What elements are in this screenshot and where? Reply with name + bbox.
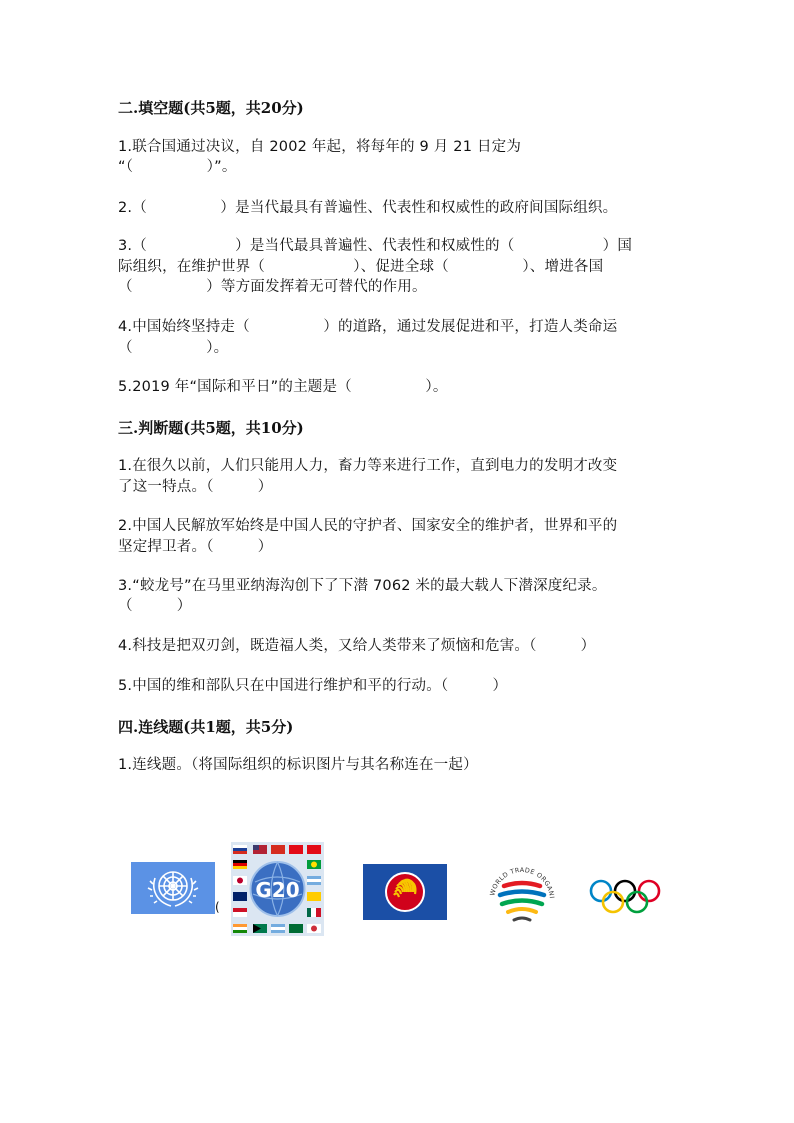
- un-emblem-icon: [131, 862, 215, 914]
- logo-row: [0, 840, 794, 940]
- g20-logo-text: G20: [255, 878, 300, 902]
- section-heading-fill-blank: 二.填空题(共5题，共20分): [118, 99, 304, 117]
- stray-paren: (: [215, 900, 220, 914]
- question-text: 2.（ ）是当代最具有普遍性、代表性和权威性的政府间国际组织。: [118, 200, 618, 216]
- question-text: “（ ）”。: [118, 159, 237, 175]
- question-text: 1.连线题。（将国际组织的标识图片与其名称连在一起）: [118, 757, 478, 773]
- wto-emblem-icon: [484, 856, 560, 928]
- question-text: 4.科技是把双刃剑，既造福人类，又给人类带来了烦恼和危害。（ ）: [118, 638, 596, 654]
- question-text: （ ）等方面发挥着无可替代的作用。: [118, 279, 427, 295]
- question-text: 1.在很久以前，人们只能用人力，畜力等来进行工作，直到电力的发明才改变: [118, 458, 618, 474]
- question-text: 5.2019 年“国际和平日”的主题是（ ）。: [118, 379, 448, 395]
- wto-logo-text: WORLD TRADE ORGANI: [488, 865, 556, 899]
- question-text: 3.“蛟龙号”在马里亚纳海沟创下了下潜 7062 米的最大载人下潜深度纪录。: [118, 578, 607, 594]
- question-text: （ ）。: [118, 340, 229, 356]
- question-text: 际组织，在维护世界（ ）、促进全球（ ）、增进各国: [118, 259, 604, 275]
- section-heading-true-false: 三.判断题(共5题，共10分): [118, 419, 304, 437]
- section-heading-matching: 四.连线题(共1题，共5分): [118, 718, 294, 736]
- question-text: 坚定捍卫者。（ ）: [118, 539, 273, 555]
- olympic-rings-icon: [588, 878, 662, 916]
- question-text: 1.联合国通过决议，自 2002 年起，将每年的 9 月 21 日定为: [118, 139, 522, 155]
- asean-emblem-icon: [363, 864, 447, 920]
- question-text: 3.（ ）是当代最具普遍性、代表性和权威性的（ ）国: [118, 238, 633, 254]
- question-text: 4.中国始终坚持走（ ）的道路，通过发展促进和平，打造人类命运: [118, 319, 618, 335]
- g20-globe-icon: [231, 842, 324, 936]
- question-text: 了这一特点。（ ）: [118, 479, 273, 495]
- question-text: （ ）: [118, 598, 192, 614]
- question-text: 2.中国人民解放军始终是中国人民的守护者、国家安全的维护者，世界和平的: [118, 518, 618, 534]
- question-text: 5.中国的维和部队只在中国进行维护和平的行动。（ ）: [118, 678, 508, 694]
